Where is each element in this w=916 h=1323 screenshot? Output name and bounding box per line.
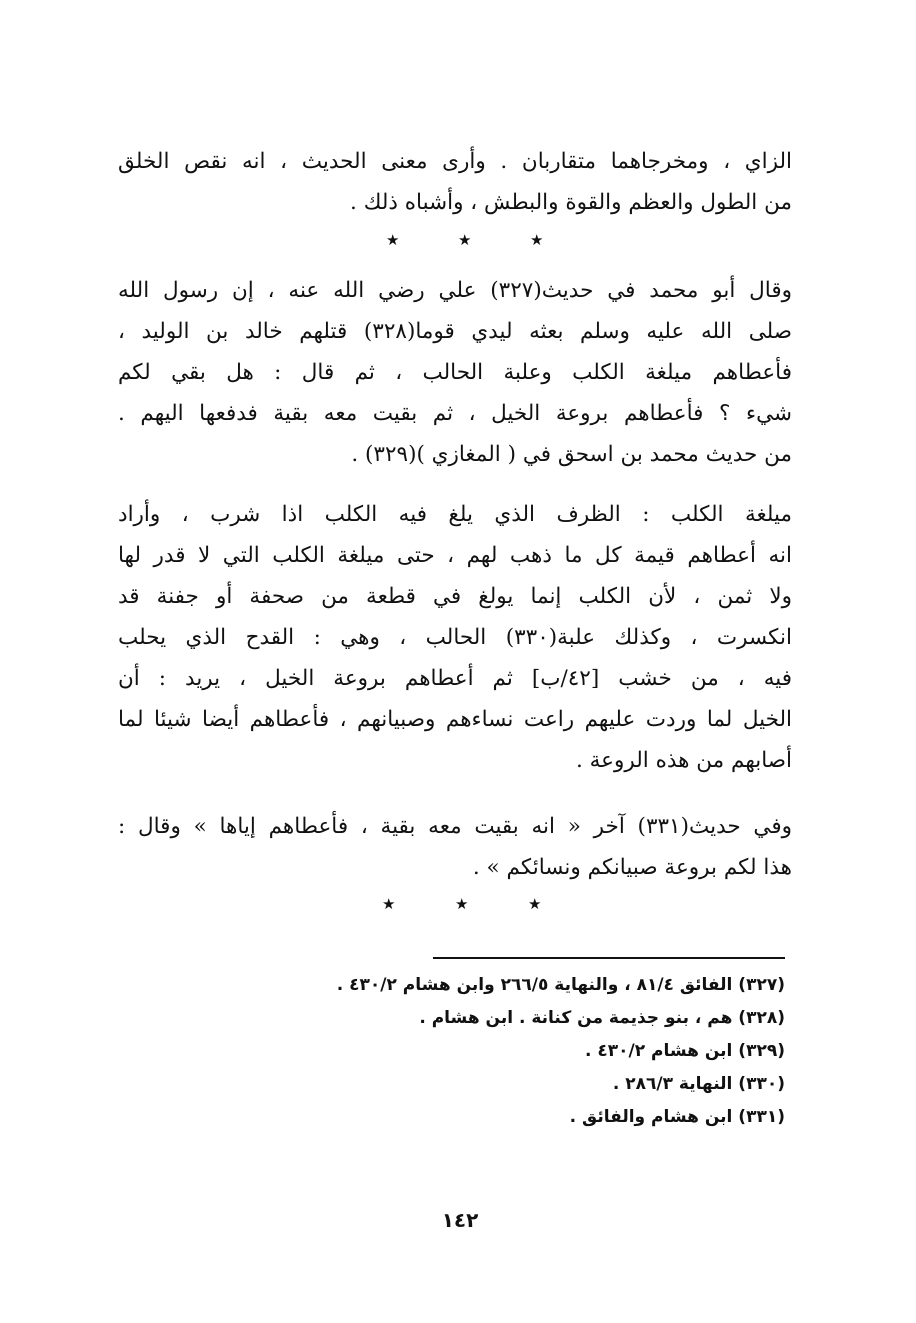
footnote: (٣٣٠) النهاية ٢٨٦/٣ . — [612, 1074, 785, 1094]
star-glyph: ★ — [530, 231, 544, 249]
text-line: فأعطاهم ميلغة الكلب وعلبة الحالب ، ثم قال : هل بقي لكم — [118, 360, 792, 385]
star-glyph: ★ — [458, 231, 472, 249]
footnotes — [200, 969, 785, 1134]
text-line: ميلغة الكلب : الظرف الذي يلغ فيه الكلب اذا شرب ، وأراد — [118, 502, 792, 527]
text-line: وقال أبو محمد في حديث(٣٢٧) علي رضي الله عنه ، إن رسول الله — [118, 278, 792, 303]
text-line: شيء ؟ فأعطاهم بروعة الخيل ، ثم بقيت معه بقية فدفعها اليهم . — [118, 401, 792, 426]
paragraph-1 — [118, 141, 792, 223]
text-line: صلى الله عليه وسلم بعثه ليدي قوما(٣٢٨) قتلهم خالد بن الوليد ، — [118, 319, 792, 344]
star-glyph: ★ — [382, 895, 396, 913]
paragraph-4 — [118, 806, 792, 888]
text-line: انكسرت ، وكذلك علبة(٣٣٠) الحالب ، وهي : القدح الذي يحلب — [118, 625, 792, 650]
footnote: (٣٢٩) ابن هشام ٤٣٠/٢ . — [585, 1041, 785, 1061]
text-line: ولا ثمن ، لأن الكلب إنما يولغ في قطعة من صحفة أو جفنة قد — [118, 584, 792, 609]
footnote: (٣٢٧) الفائق ٨١/٤ ، والنهاية ٢٦٦/٥ وابن هشام ٤٣٠/٢ . — [336, 975, 785, 995]
footnote: (٣٣١) ابن هشام والفائق . — [569, 1107, 785, 1127]
text-line: هذا لكم بروعة صبيانكم ونسائكم » . — [472, 855, 792, 880]
footnote: (٣٢٨) هم ، بنو جذيمة من كنانة . ابن هشام . — [419, 1008, 785, 1028]
text-line: من الطول والعظم والقوة والبطش ، وأشباه ذلك . — [350, 190, 792, 215]
text-line: الزاي ، ومخرجاهما متقاربان . وأرى معنى الحديث ، انه نقص الخلق — [118, 149, 792, 174]
star-glyph: ★ — [386, 231, 400, 249]
footnote-divider — [433, 957, 785, 959]
text-line: انه أعطاهم قيمة كل ما ذهب لهم ، حتى ميلغة الكلب التي لا قدر لها — [118, 543, 792, 568]
text-line: من حديث محمد بن اسحق في ( المغازي )(٣٢٩) . — [351, 442, 792, 467]
text-line: الخيل لما وردت عليهم راعت نساءهم وصبيانهم ، فأعطاهم أيضا شيئا لما — [118, 707, 792, 732]
star-glyph: ★ — [528, 895, 542, 913]
text-line: فيه ، من خشب [٤٢/ب] ثم أعطاهم بروعة الخيل ، يريد : أن — [118, 666, 793, 691]
text-line: أصابهم من هذه الروعة . — [575, 748, 792, 773]
text-line: وفي حديث(٣٣١) آخر « انه بقيت معه بقية ، فأعطاهم إياها » وقال : — [118, 814, 792, 839]
page-number: ١٤٢ — [441, 1208, 479, 1232]
paragraph-2 — [118, 270, 792, 475]
paragraph-3 — [118, 494, 792, 781]
star-glyph: ★ — [455, 895, 469, 913]
